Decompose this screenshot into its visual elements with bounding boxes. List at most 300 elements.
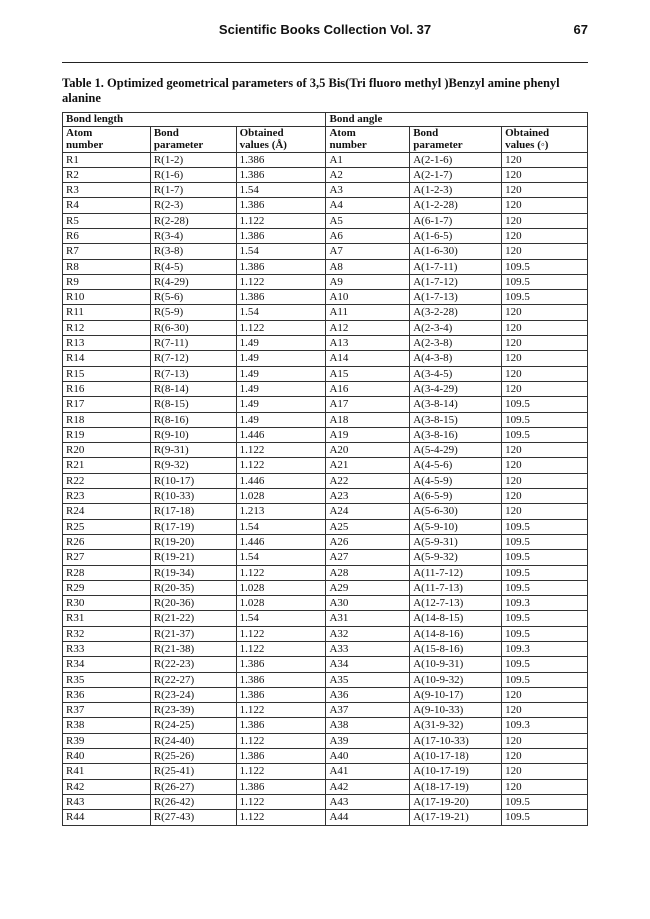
atom-number-cell: R16: [63, 381, 151, 396]
table-row: [63, 687, 588, 702]
bond-length-value-cell: 1.54: [236, 305, 326, 320]
angle-parameter-cell: A(9-10-17): [410, 687, 502, 702]
angle-atom-number-cell: A40: [326, 749, 410, 764]
bond-length-value-cell: 1.122: [236, 565, 326, 580]
angle-atom-number-cell: A8: [326, 259, 410, 274]
table-row: [63, 397, 588, 412]
bond-length-value-cell: 1.386: [236, 687, 326, 702]
bond-parameter-cell: R(4-5): [150, 259, 236, 274]
angle-value-cell: 120: [502, 244, 588, 259]
angle-value-cell: 120: [502, 320, 588, 335]
angle-value-cell: 120: [502, 351, 588, 366]
angle-parameter-cell: A(2-1-6): [410, 152, 502, 167]
header-rule: [62, 62, 588, 63]
table-row: [63, 794, 588, 809]
angle-value-cell: 120: [502, 779, 588, 794]
angle-parameter-cell: A(3-2-28): [410, 305, 502, 320]
table-row: [63, 550, 588, 565]
bond-length-value-cell: 1.49: [236, 381, 326, 396]
table-row: [63, 167, 588, 182]
bond-length-value-cell: 1.122: [236, 764, 326, 779]
angle-parameter-cell: A(6-5-9): [410, 489, 502, 504]
angle-atom-number-cell: A2: [326, 167, 410, 182]
atom-number-cell: R26: [63, 534, 151, 549]
angle-value-cell: 109.3: [502, 596, 588, 611]
bond-length-value-cell: 1.386: [236, 259, 326, 274]
page-number: 67: [573, 22, 588, 37]
atom-number-cell: R29: [63, 580, 151, 595]
angle-atom-number-cell: A33: [326, 642, 410, 657]
angle-value-cell: 120: [502, 152, 588, 167]
atom-number-cell: R3: [63, 183, 151, 198]
angle-value-cell: 120: [502, 458, 588, 473]
bond-length-value-cell: 1.49: [236, 412, 326, 427]
table-caption: Table 1. Optimized geometrical parameters of 3,5 Bis(Tri fluoro methyl )Benzyl amine phenyl alanine: [62, 76, 560, 105]
atom-number-cell: R33: [63, 642, 151, 657]
table-row: [63, 810, 588, 825]
bond-parameter-cell: R(20-35): [150, 580, 236, 595]
bond-length-value-cell: 1.386: [236, 672, 326, 687]
group-header-row: [63, 113, 588, 127]
table-row: [63, 611, 588, 626]
bond-parameter-cell: R(19-20): [150, 534, 236, 549]
angle-atom-number-cell: A14: [326, 351, 410, 366]
angle-parameter-cell: A(6-1-7): [410, 213, 502, 228]
bond-parameter-cell: R(9-32): [150, 458, 236, 473]
angle-value-cell: 120: [502, 687, 588, 702]
angle-parameter-cell: A(4-3-8): [410, 351, 502, 366]
angle-value-cell: 120: [502, 733, 588, 748]
bond-length-value-cell: 1.446: [236, 427, 326, 442]
angle-parameter-cell: A(3-4-29): [410, 381, 502, 396]
bond-parameter-cell: R(20-36): [150, 596, 236, 611]
bond-parameter-cell: R(21-37): [150, 626, 236, 641]
angle-value-cell: 109.5: [502, 580, 588, 595]
angle-parameter-cell: A(5-9-32): [410, 550, 502, 565]
bond-parameter-cell: R(26-42): [150, 794, 236, 809]
angle-value-cell: 109.5: [502, 397, 588, 412]
bond-length-value-cell: 1.028: [236, 489, 326, 504]
bond-length-value-cell: 1.028: [236, 596, 326, 611]
table-row: [63, 565, 588, 580]
table-row: [63, 718, 588, 733]
angle-atom-number-cell: A15: [326, 366, 410, 381]
angle-atom-number-cell: A16: [326, 381, 410, 396]
bond-length-value-cell: 1.386: [236, 657, 326, 672]
angle-atom-number-cell: A35: [326, 672, 410, 687]
bond-parameter-cell: R(10-33): [150, 489, 236, 504]
atom-number-cell: R6: [63, 228, 151, 243]
angle-value-cell: 109.5: [502, 290, 588, 305]
angle-parameter-cell: A(2-1-7): [410, 167, 502, 182]
bond-parameter-cell: R(1-2): [150, 152, 236, 167]
bond-length-value-cell: 1.446: [236, 534, 326, 549]
bond-length-value-cell: 1.386: [236, 198, 326, 213]
angle-value-cell: 120: [502, 305, 588, 320]
table-row: [63, 427, 588, 442]
angle-atom-number-cell: A20: [326, 443, 410, 458]
angle-value-cell: 109.5: [502, 810, 588, 825]
angle-parameter-cell: A(1-6-30): [410, 244, 502, 259]
angle-atom-number-cell: A9: [326, 274, 410, 289]
atom-number-cell: R8: [63, 259, 151, 274]
bond-parameter-cell: R(1-6): [150, 167, 236, 182]
bond-length-value-cell: 1.122: [236, 626, 326, 641]
table-row: [63, 259, 588, 274]
angle-atom-number-cell: A27: [326, 550, 410, 565]
angle-atom-number-cell: A30: [326, 596, 410, 611]
bond-length-value-cell: 1.213: [236, 504, 326, 519]
angle-value-cell: 120: [502, 183, 588, 198]
bond-parameter-cell: R(7-11): [150, 336, 236, 351]
angle-value-cell: 109.5: [502, 611, 588, 626]
angle-value-cell: 120: [502, 336, 588, 351]
group-header-bond-angle: Bond angle: [326, 113, 588, 127]
bond-parameter-cell: R(1-7): [150, 183, 236, 198]
atom-number-cell: R43: [63, 794, 151, 809]
bond-length-value-cell: 1.122: [236, 794, 326, 809]
bond-parameter-cell: R(21-22): [150, 611, 236, 626]
angle-parameter-cell: A(4-5-6): [410, 458, 502, 473]
atom-number-cell: R9: [63, 274, 151, 289]
angle-value-cell: 120: [502, 198, 588, 213]
atom-number-cell: R12: [63, 320, 151, 335]
atom-number-cell: R22: [63, 473, 151, 488]
table-row: [63, 703, 588, 718]
bond-parameter-cell: R(10-17): [150, 473, 236, 488]
angle-parameter-cell: A(5-6-30): [410, 504, 502, 519]
atom-number-cell: R25: [63, 519, 151, 534]
atom-number-cell: R10: [63, 290, 151, 305]
bond-length-value-cell: 1.386: [236, 779, 326, 794]
bond-length-value-cell: 1.386: [236, 228, 326, 243]
atom-number-cell: R30: [63, 596, 151, 611]
table-row: [63, 642, 588, 657]
table-row: [63, 473, 588, 488]
bond-length-value-cell: 1.028: [236, 580, 326, 595]
angle-atom-number-cell: A41: [326, 764, 410, 779]
angle-value-cell: 109.5: [502, 672, 588, 687]
angle-value-cell: 109.3: [502, 718, 588, 733]
atom-number-cell: R15: [63, 366, 151, 381]
atom-number-cell: R11: [63, 305, 151, 320]
bond-parameter-cell: R(2-3): [150, 198, 236, 213]
table-row: [63, 244, 588, 259]
angle-parameter-cell: A(31-9-32): [410, 718, 502, 733]
bond-length-value-cell: 1.386: [236, 749, 326, 764]
atom-number-cell: R32: [63, 626, 151, 641]
angle-atom-number-cell: A4: [326, 198, 410, 213]
angle-atom-number-cell: A6: [326, 228, 410, 243]
angle-value-cell: 109.5: [502, 550, 588, 565]
bond-parameter-cell: R(19-21): [150, 550, 236, 565]
column-header: Atom number: [63, 126, 151, 152]
bond-parameter-cell: R(9-10): [150, 427, 236, 442]
atom-number-cell: R44: [63, 810, 151, 825]
column-header: Bond parameter: [410, 126, 502, 152]
angle-atom-number-cell: A44: [326, 810, 410, 825]
angle-value-cell: 120: [502, 749, 588, 764]
table-row: [63, 198, 588, 213]
angle-atom-number-cell: A3: [326, 183, 410, 198]
table-row: [63, 458, 588, 473]
table-row: [63, 764, 588, 779]
atom-number-cell: R35: [63, 672, 151, 687]
table-row: [63, 504, 588, 519]
bond-length-value-cell: 1.54: [236, 244, 326, 259]
angle-value-cell: 109.5: [502, 427, 588, 442]
angle-value-cell: 120: [502, 213, 588, 228]
angle-parameter-cell: A(3-8-14): [410, 397, 502, 412]
atom-number-cell: R23: [63, 489, 151, 504]
bond-parameter-cell: R(8-15): [150, 397, 236, 412]
angle-parameter-cell: A(17-19-20): [410, 794, 502, 809]
table-row: [63, 305, 588, 320]
angle-atom-number-cell: A32: [326, 626, 410, 641]
bond-parameter-cell: R(9-31): [150, 443, 236, 458]
table-row: [63, 657, 588, 672]
angle-value-cell: 109.5: [502, 412, 588, 427]
angle-value-cell: 109.5: [502, 274, 588, 289]
bond-length-value-cell: 1.122: [236, 810, 326, 825]
angle-value-cell: 120: [502, 703, 588, 718]
angle-parameter-cell: A(9-10-33): [410, 703, 502, 718]
angle-value-cell: 120: [502, 381, 588, 396]
bond-parameter-cell: R(5-9): [150, 305, 236, 320]
bond-parameter-cell: R(25-26): [150, 749, 236, 764]
bond-parameter-cell: R(21-38): [150, 642, 236, 657]
bond-length-value-cell: 1.49: [236, 351, 326, 366]
table-row: [63, 366, 588, 381]
angle-parameter-cell: A(2-3-8): [410, 336, 502, 351]
bond-length-value-cell: 1.446: [236, 473, 326, 488]
angle-parameter-cell: A(3-4-5): [410, 366, 502, 381]
atom-number-cell: R2: [63, 167, 151, 182]
bond-length-value-cell: 1.122: [236, 274, 326, 289]
running-title: Scientific Books Collection Vol. 37: [218, 22, 432, 37]
table-row: [63, 152, 588, 167]
atom-number-cell: R7: [63, 244, 151, 259]
table-body: [63, 152, 588, 825]
column-header: Obtained values (◦): [502, 126, 588, 152]
angle-value-cell: 109.5: [502, 565, 588, 580]
angle-parameter-cell: A(1-7-12): [410, 274, 502, 289]
atom-number-cell: R28: [63, 565, 151, 580]
table-row: [63, 336, 588, 351]
bond-length-value-cell: 1.122: [236, 458, 326, 473]
angle-atom-number-cell: A24: [326, 504, 410, 519]
angle-parameter-cell: A(1-2-28): [410, 198, 502, 213]
angle-parameter-cell: A(5-9-31): [410, 534, 502, 549]
angle-atom-number-cell: A18: [326, 412, 410, 427]
angle-atom-number-cell: A17: [326, 397, 410, 412]
table-row: [63, 580, 588, 595]
atom-number-cell: R1: [63, 152, 151, 167]
bond-length-value-cell: 1.122: [236, 703, 326, 718]
bond-parameter-cell: R(3-8): [150, 244, 236, 259]
angle-value-cell: 120: [502, 489, 588, 504]
angle-parameter-cell: A(10-17-18): [410, 749, 502, 764]
angle-value-cell: 109.5: [502, 626, 588, 641]
angle-value-cell: 120: [502, 443, 588, 458]
table-row: [63, 626, 588, 641]
angle-parameter-cell: A(1-2-3): [410, 183, 502, 198]
bond-length-value-cell: 1.49: [236, 366, 326, 381]
bond-length-value-cell: 1.54: [236, 611, 326, 626]
angle-value-cell: 109.3: [502, 642, 588, 657]
table-row: [63, 534, 588, 549]
angle-atom-number-cell: A34: [326, 657, 410, 672]
bond-parameter-cell: R(25-41): [150, 764, 236, 779]
angle-atom-number-cell: A7: [326, 244, 410, 259]
bond-parameter-cell: R(27-43): [150, 810, 236, 825]
group-header-bond-length: Bond length: [63, 113, 326, 127]
bond-length-value-cell: 1.386: [236, 167, 326, 182]
atom-number-cell: R20: [63, 443, 151, 458]
column-header: Bond parameter: [150, 126, 236, 152]
table-row: [63, 749, 588, 764]
angle-value-cell: 109.5: [502, 534, 588, 549]
table-row: [63, 412, 588, 427]
bond-parameter-cell: R(7-13): [150, 366, 236, 381]
angle-value-cell: 120: [502, 764, 588, 779]
angle-atom-number-cell: A38: [326, 718, 410, 733]
angle-atom-number-cell: A43: [326, 794, 410, 809]
column-header: Obtained values (Å): [236, 126, 326, 152]
angle-atom-number-cell: A12: [326, 320, 410, 335]
table-row: [63, 290, 588, 305]
bond-parameter-cell: R(6-30): [150, 320, 236, 335]
angle-parameter-cell: A(18-17-19): [410, 779, 502, 794]
angle-parameter-cell: A(10-9-31): [410, 657, 502, 672]
bond-parameter-cell: R(23-24): [150, 687, 236, 702]
atom-number-cell: R21: [63, 458, 151, 473]
angle-parameter-cell: A(3-8-16): [410, 427, 502, 442]
bond-parameter-cell: R(19-34): [150, 565, 236, 580]
angle-atom-number-cell: A23: [326, 489, 410, 504]
table-row: [63, 596, 588, 611]
angle-atom-number-cell: A1: [326, 152, 410, 167]
bond-parameter-cell: R(2-28): [150, 213, 236, 228]
bond-length-value-cell: 1.386: [236, 290, 326, 305]
atom-number-cell: R37: [63, 703, 151, 718]
angle-parameter-cell: A(17-19-21): [410, 810, 502, 825]
bond-length-value-cell: 1.54: [236, 519, 326, 534]
bond-parameter-cell: R(17-18): [150, 504, 236, 519]
bond-length-value-cell: 1.49: [236, 336, 326, 351]
angle-parameter-cell: A(12-7-13): [410, 596, 502, 611]
angle-atom-number-cell: A19: [326, 427, 410, 442]
bond-parameter-cell: R(24-40): [150, 733, 236, 748]
column-header-row: [63, 126, 588, 152]
table-row: [63, 672, 588, 687]
bond-length-value-cell: 1.122: [236, 443, 326, 458]
bond-length-value-cell: 1.49: [236, 397, 326, 412]
bond-length-value-cell: 1.386: [236, 152, 326, 167]
atom-number-cell: R36: [63, 687, 151, 702]
atom-number-cell: R41: [63, 764, 151, 779]
angle-parameter-cell: A(14-8-16): [410, 626, 502, 641]
angle-atom-number-cell: A22: [326, 473, 410, 488]
bond-parameter-cell: R(8-14): [150, 381, 236, 396]
atom-number-cell: R31: [63, 611, 151, 626]
angle-parameter-cell: A(5-9-10): [410, 519, 502, 534]
bond-length-value-cell: 1.122: [236, 320, 326, 335]
angle-value-cell: 109.5: [502, 657, 588, 672]
atom-number-cell: R17: [63, 397, 151, 412]
atom-number-cell: R42: [63, 779, 151, 794]
bond-length-value-cell: 1.122: [236, 213, 326, 228]
angle-parameter-cell: A(10-17-19): [410, 764, 502, 779]
bond-length-value-cell: 1.122: [236, 733, 326, 748]
bond-parameter-cell: R(5-6): [150, 290, 236, 305]
angle-atom-number-cell: A37: [326, 703, 410, 718]
atom-number-cell: R13: [63, 336, 151, 351]
bond-parameter-cell: R(22-23): [150, 657, 236, 672]
angle-atom-number-cell: A21: [326, 458, 410, 473]
angle-parameter-cell: A(15-8-16): [410, 642, 502, 657]
angle-value-cell: 120: [502, 228, 588, 243]
angle-atom-number-cell: A39: [326, 733, 410, 748]
bond-length-value-cell: 1.54: [236, 183, 326, 198]
angle-value-cell: 109.5: [502, 794, 588, 809]
atom-number-cell: R40: [63, 749, 151, 764]
table-row: [63, 443, 588, 458]
angle-atom-number-cell: A36: [326, 687, 410, 702]
table-row: [63, 779, 588, 794]
bond-length-value-cell: 1.386: [236, 718, 326, 733]
bond-parameter-cell: R(17-19): [150, 519, 236, 534]
angle-parameter-cell: A(4-5-9): [410, 473, 502, 488]
angle-atom-number-cell: A42: [326, 779, 410, 794]
angle-parameter-cell: A(5-4-29): [410, 443, 502, 458]
bond-parameter-cell: R(8-16): [150, 412, 236, 427]
bond-parameter-cell: R(23-39): [150, 703, 236, 718]
bond-parameter-cell: R(7-12): [150, 351, 236, 366]
angle-value-cell: 120: [502, 167, 588, 182]
angle-value-cell: 120: [502, 473, 588, 488]
angle-parameter-cell: A(11-7-13): [410, 580, 502, 595]
angle-atom-number-cell: A29: [326, 580, 410, 595]
angle-value-cell: 109.5: [502, 519, 588, 534]
table-row: [63, 213, 588, 228]
angle-value-cell: 120: [502, 504, 588, 519]
bond-length-value-cell: 1.54: [236, 550, 326, 565]
bond-parameter-cell: R(3-4): [150, 228, 236, 243]
angle-atom-number-cell: A25: [326, 519, 410, 534]
atom-number-cell: R14: [63, 351, 151, 366]
atom-number-cell: R4: [63, 198, 151, 213]
bond-length-value-cell: 1.122: [236, 642, 326, 657]
angle-parameter-cell: A(1-6-5): [410, 228, 502, 243]
angle-parameter-cell: A(14-8-15): [410, 611, 502, 626]
angle-parameter-cell: A(10-9-32): [410, 672, 502, 687]
table-row: [63, 351, 588, 366]
angle-atom-number-cell: A11: [326, 305, 410, 320]
atom-number-cell: R27: [63, 550, 151, 565]
table-row: [63, 519, 588, 534]
angle-parameter-cell: A(1-7-11): [410, 259, 502, 274]
angle-atom-number-cell: A10: [326, 290, 410, 305]
atom-number-cell: R19: [63, 427, 151, 442]
table-row: [63, 489, 588, 504]
column-header: Atom number: [326, 126, 410, 152]
angle-parameter-cell: A(17-10-33): [410, 733, 502, 748]
angle-atom-number-cell: A5: [326, 213, 410, 228]
angle-atom-number-cell: A31: [326, 611, 410, 626]
bond-parameter-cell: R(4-29): [150, 274, 236, 289]
angle-atom-number-cell: A28: [326, 565, 410, 580]
